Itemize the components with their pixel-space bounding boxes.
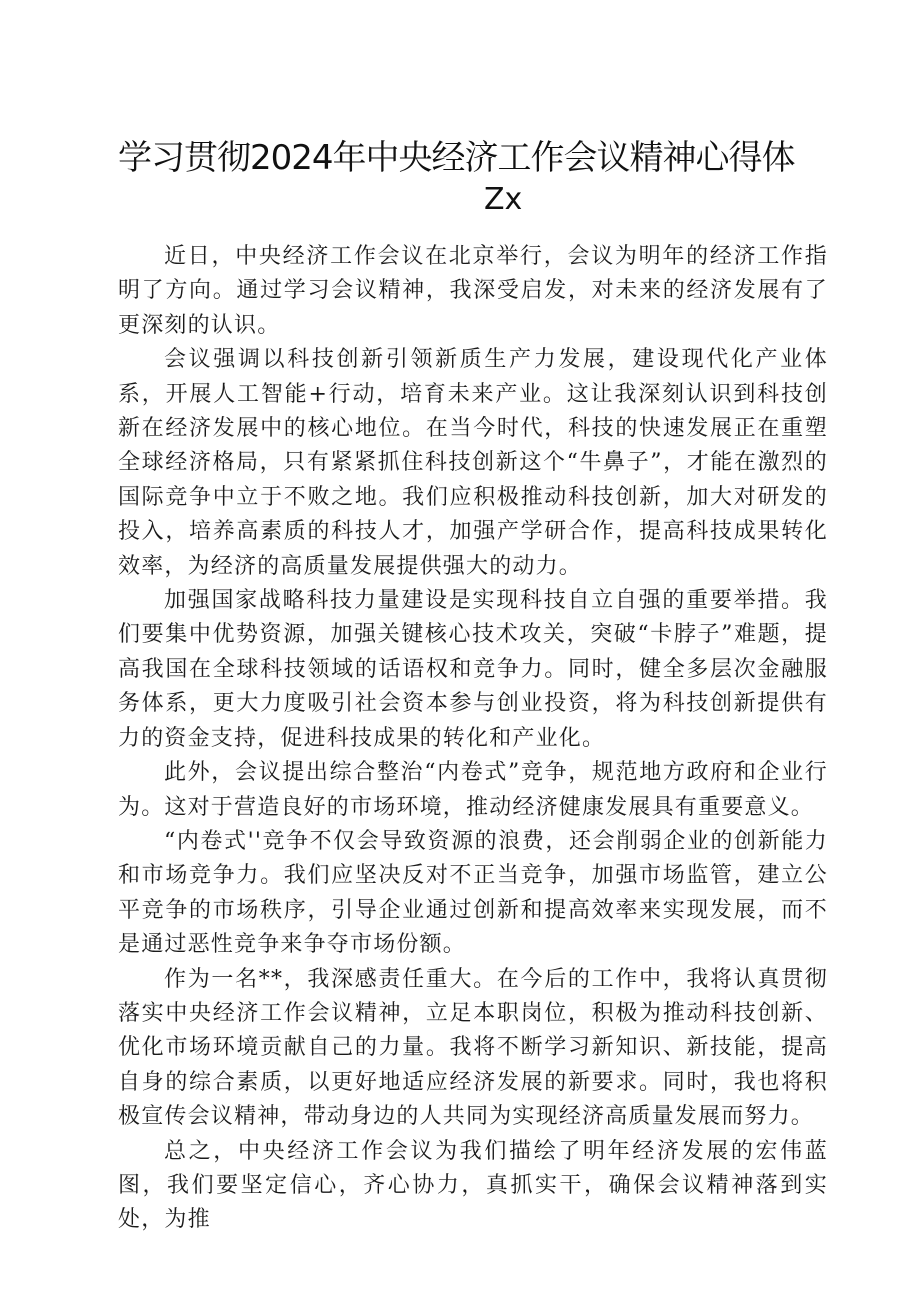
paragraph-6: 作为一名**，我深感责任重大。在今后的工作中，我将认真贯彻落实中央经济工作会议精神，立足本职岗位，积极为推动科技创新、优化市场环境贡献自己的力量。我将不断学习新知识、新技能，提高自身的综合素质，以更好地适应经济发展的新要求。同时，我也将积极宣传会议精神，带动身边的人共同为实现经济高质量发展而努力。 [118,966,828,1130]
paragraph-7: 总之，中央经济工作会议为我们描绘了明年经济发展的宏伟蓝图，我们要坚定信心，齐心协力，真抓实干，确保会议精神落到实处，为推 [118,1138,828,1233]
paragraph-3: 加强国家战略科技力量建设是实现科技自立自强的重要举措。我们要集中优势资源，加强关键核心技术攻关，突破“卡脖子”难题，提高我国在全球科技领域的话语权和竞争力。同时，健全多层次金融服务体系，更大力度吸引社会资本参与创业投资，将为科技创新提供有力的资金支持，促进科技成果的转化和产业化。 [118,588,828,751]
document-title-continuation: Zx [484,182,523,217]
document-body [118,240,828,1238]
document-title: 学习贯彻2024年中央经济工作会议精神心得体 [118,138,795,178]
paragraph-5: “内卷式''竞争不仅会导致资源的浪费，还会削弱企业的创新能力和市场竞争力。我们应坚决反对不正当竞争，加强市场监管，建立公平竞争的市场秩序，引导企业通过创新和提高效率来实现发展，而不是通过恶性竞争来争夺市场份额。 [118,828,828,958]
paragraph-1: 近日，中央经济工作会议在北京举行，会议为明年的经济工作指明了方向。通过学习会议精神，我深受启发，对未来的经济发展有了更深刻的认识。 [118,244,828,338]
paragraph-4: 此外，会议提出综合整治“内卷式”竞争，规范地方政府和企业行为。这对于营造良好的市场环境，推动经济健康发展具有重要意义。 [118,760,828,820]
paragraph-2: 会议强调以科技创新引领新质生产力发展，建设现代化产业体系，开展人工智能+行动，培育未来产业。这让我深刻认识到科技创新在经济发展中的核心地位。在当今时代，科技的快速发展正在重塑全球经济格局，只有紧紧抓住科技创新这个“牛鼻子”，才能在激烈的国际竞争中立于不败之地。我们应积极推动科技创新，加大对研发的投入，培养高素质的科技人才，加强产学研合作，提高科技成果转化效率，为经济的高质量发展提供强大的动力。 [118,347,828,579]
